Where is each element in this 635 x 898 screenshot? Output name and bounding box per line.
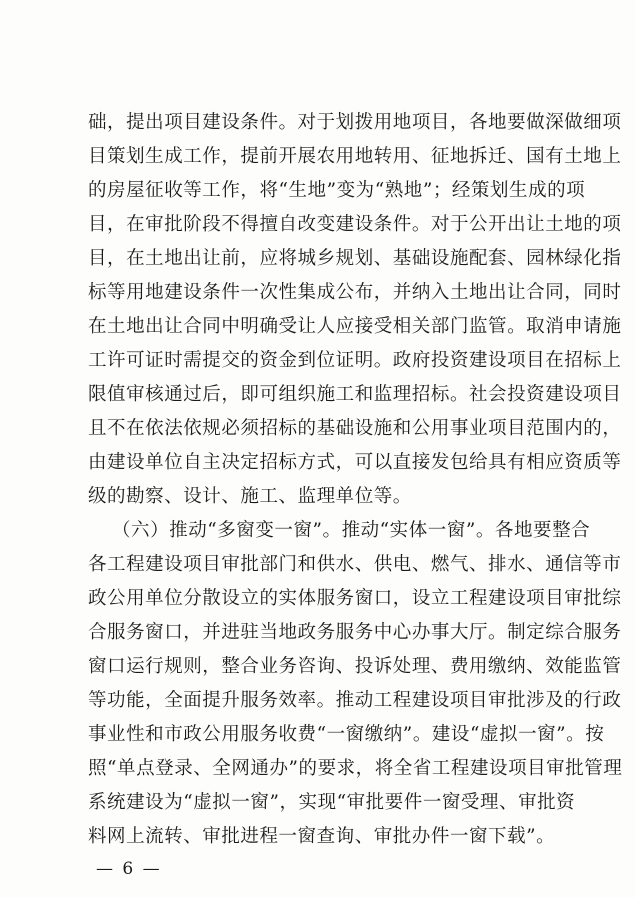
text-line: 工许可证时需提交的资金到位证明。政府投资建设项目在招标上 [88, 350, 622, 371]
text-line: 由建设单位自主决定招标方式，可以直接发包给具有相应资质等 [88, 452, 622, 473]
text-line: 各工程建设项目审批部门和供水、供电、燃气、排水、通信等市 [88, 554, 622, 575]
text-line: 系统建设为“虚拟一窗”，实现“审批要件一窗受理、审批资 [88, 792, 576, 813]
text-line: 照“单点登录、全网通办”的要求，将全省工程建设项目审批管理 [88, 758, 623, 779]
text-line: 目策划生成工作，提前开展农用地转用、征地拆迁、国有土地上 [88, 146, 622, 167]
page-number: — 6 — [96, 859, 162, 879]
text-line: 料网上流转、审批进程一窗查询、审批办件一窗下载”。 [88, 826, 556, 847]
text-line: 的房屋征收等工作，将“生地”变为“熟地”；经策划生成的项 [88, 180, 586, 201]
text-line: 政公用单位分散设立的实体服务窗口，设立工程建设项目审批综 [88, 588, 622, 609]
text-line: 在土地出让合同中明确受让人应接受相关部门监管。取消申请施 [88, 316, 622, 337]
text-line: 且不在依法依规必须招标的基础设施和公用事业项目范围内的， [88, 418, 622, 439]
text-line: 限值审核通过后，即可组织施工和监理招标。社会投资建设项目 [88, 384, 622, 405]
text-line: 级的勘察、设计、施工、监理单位等。 [88, 486, 412, 507]
text-line: 合服务窗口，并进驻当地政务服务中心办事大厅。制定综合服务 [88, 622, 622, 643]
text-line: 等功能，全面提升服务效率。推动工程建设项目审批涉及的行政 [88, 690, 622, 711]
text-line: 事业性和市政公用服务收费“一窗缴纳”。建设“虚拟一窗”。按 [88, 724, 605, 745]
text-line: 目，在土地出让前，应将城乡规划、基础设施配套、园林绿化指 [88, 248, 622, 269]
paragraph-first-line: （六）推动“多窗变一窗”。推动“实体一窗”。各地要整合 [112, 520, 591, 541]
text-line: 窗口运行规则，整合业务咨询、投诉处理、费用缴纳、效能监管 [88, 656, 622, 677]
text-line: 标等用地建设条件一次性集成公布，并纳入土地出让合同，同时 [88, 282, 622, 303]
text-line: 目，在审批阶段不得擅自改变建设条件。对于公开出让土地的项 [88, 214, 622, 235]
text-line: 础，提出项目建设条件。对于划拨用地项目，各地要做深做细项 [88, 112, 622, 133]
